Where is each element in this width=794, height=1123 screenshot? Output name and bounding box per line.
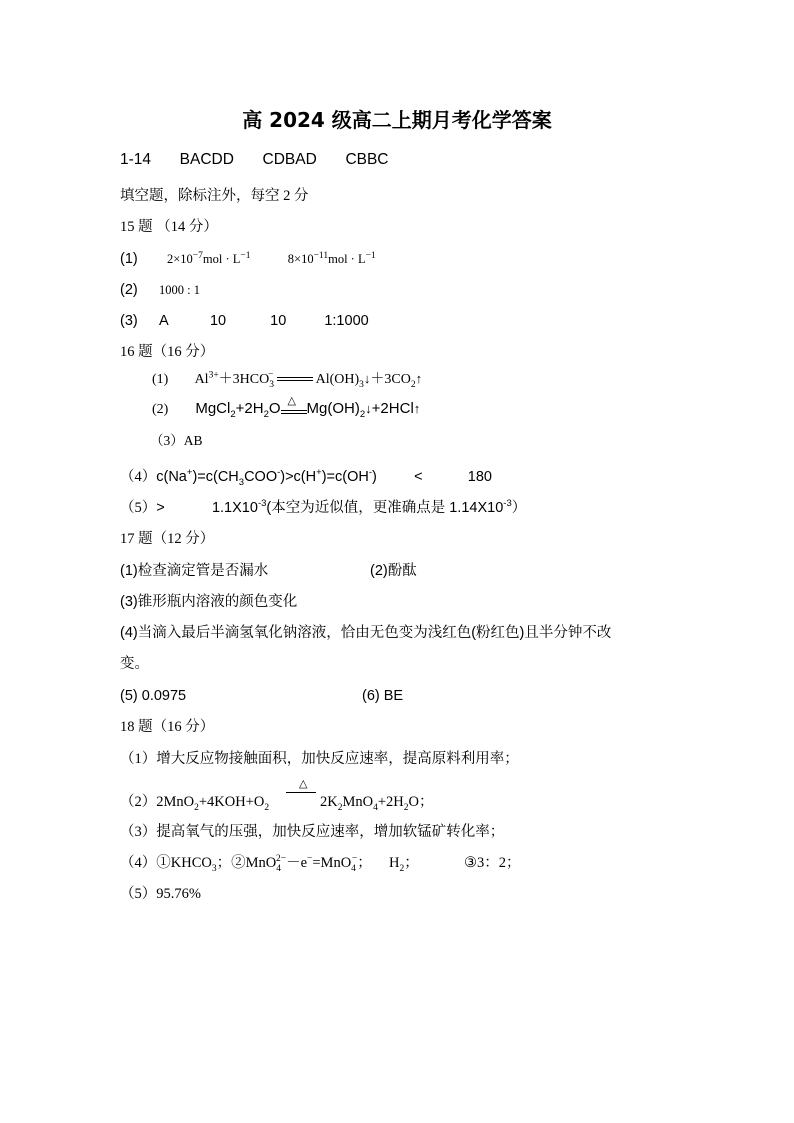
heating-equals-icon: △ [281, 402, 307, 418]
equals-sign-double [277, 373, 313, 387]
q17-part5: (5) 0.0975 [120, 688, 187, 704]
mc-group-2: CDBAD [262, 151, 317, 168]
q18-part2-equation: $(2)2MnO_2+4KOH+O_2$ [120, 794, 270, 813]
q15-p1-label: (1) [120, 251, 138, 267]
q17-part2: (2)酚酞 [370, 563, 417, 579]
q16-part4 [120, 467, 492, 487]
q15-part1 [120, 249, 376, 269]
scoring-note: 填空题，除标注外，每空 2 分 [120, 188, 309, 204]
q18-part3: （3）提高氧气的压强，加快反应速率，增加软锰矿转化率； [120, 824, 505, 840]
q18-p4-h2: $H_2$； [389, 855, 419, 874]
q16-p5-label: （5） [120, 500, 157, 516]
q16-p1-label: (1) [152, 372, 169, 387]
q15-p2-label: (2) [120, 282, 138, 298]
q16-p4-compare: < [414, 469, 423, 485]
q15-p3-answer-c: 10 [270, 313, 287, 329]
q15-heading: 15 题 （14 分） [120, 219, 218, 235]
gas-arrow-icon: ↑ [413, 401, 421, 416]
q17-part4-line2: 变。 [120, 656, 149, 672]
mc-group-3: CBBC [345, 151, 389, 168]
precipitate-arrow-icon: ↓ [363, 371, 371, 386]
gas-arrow-icon: ↑ [415, 371, 423, 386]
q16-p4-value: 180 [467, 469, 492, 485]
q16-p4-answer: $c(Na^+)=c(CH_3COO^-)>c(H^+)=c(OH^-)$ [156, 467, 377, 488]
q16-part3: （3）AB [150, 433, 203, 448]
mc-range: 1-14 [120, 151, 152, 168]
q15-p1-answer-a: $2\times 10^{-7}mol \cdot L^{-1}$ [166, 250, 251, 266]
q18-heading: 18 题（16 分） [120, 719, 215, 735]
q18-part2-products: $2K_2MnO_4+2H_2O$； [320, 794, 434, 813]
page-title: 高 2024 级高二上期月考化学答案 [242, 108, 552, 132]
q15-p2-answer: 1000 : 1 [158, 283, 200, 297]
q15-p3-label: (3) [120, 313, 138, 329]
q18-p4-ratio: ③3：2； [464, 855, 521, 871]
mc-group-1: BACDD [179, 151, 234, 168]
q18-part5: （5）95.76% [120, 886, 201, 902]
q16-p5-answer: $1.1X10^{-3}$(本空为近似值，更准确点是 $1.14X10^{-3}$） [211, 498, 527, 516]
q17-part3: (3)锥形瓶内溶液的颜色变化 [120, 594, 298, 610]
q15-part2 [120, 280, 200, 300]
q17-part1: (1)检查滴定管是否漏水 [120, 563, 269, 579]
q16-part1-equation: (1) $Al^{3+}+3HCO_3^-$ $Al(OH)_3↓+3CO_2↑$ [152, 370, 423, 390]
q16-p5-compare: > [156, 500, 165, 516]
q17-part4-line1: (4)当滴入最后半滴氢氧化钠溶液，恰由无色变为浅红色(粉红色)且半分钟不改 [120, 625, 612, 641]
q15-p3-answer-b: 10 [209, 313, 227, 329]
precipitate-arrow-icon: ↓ [365, 401, 372, 416]
q15-p1-answer-b: $8\times 10^{-11}mol \cdot L^{-1}$ [287, 250, 376, 266]
q16-heading: 16 题（16 分） [120, 344, 215, 360]
q16-p4-label: （4） [120, 469, 157, 485]
q15-p3-answer-a: A [159, 313, 168, 329]
answer-sheet-page: 高 2024 级高二上期月考化学答案 1-14 BACDD CDBAD CBBC 填空题，除标注外，每空 2 分 15 题 （14 分） (1) $2\times 10^{-7}mol \cdot L^{-1}$ $8\times 10^{-11}mol \cdot L^{-1}$ (2) 1000 : 1 (3) A 10 10 1:1000 16 题（16 分） (1) $Al^{3+}+3HCO_3^-$ $Al(OH)_3↓+3CO_2↑$ (2) $MgCl_2+2H_2O$ △ $Mg(OH)_2↓+2HCl↑$ （3）AB $(4)c(Na^+)=c(CH_3COO^-)>c(H^+)=c(OH^-) < 180$ $(5)> 1.1X10^{-3}$(本空为近似值，更准确点是 $1.14X10^{-3}$） 17 题（12 分） (1)检查滴定管是否漏水 (2)酚酞 (3)锥形瓶内溶液的颜色变化 (4)当滴入最后半滴氢氧化钠溶液，恰由无色变为浅红色(粉红色)且半分钟不改 变。 (5) 0.0975 (6) BE 18 题（16 分） （1）增大反应物接触面积，加快反应速率，提高原料利用率； $(2)2MnO_2+4KOH+O_2$ △ $2K_2MnO_4+2H_2O$； （3）提高氧气的压强，加快反应速率，增加软锰矿转化率； $(4)①KHCO_3$；②MnO$_4^{2-}$－e−=MnO$_4$−； $H_2$； ③3：2； （5）95.76% [0, 0, 794, 1123]
q16-part5 [120, 498, 526, 518]
q16-part2-equation: (2) $MgCl_2+2H_2O$ △ $Mg(OH)_2↓+2HCl↑$ [152, 394, 421, 420]
mc-answers [120, 150, 389, 170]
q17-part6: (6) BE [362, 688, 404, 704]
q16-p2-label: (2) [152, 402, 169, 417]
q15-p3-answer-d: 1:1000 [324, 313, 369, 329]
q15-part3 [120, 311, 369, 331]
q17-heading: 17 题（12 分） [120, 531, 215, 547]
q18-part1: （1）增大反应物接触面积，加快反应速率，提高原料利用率； [120, 751, 519, 767]
q18-part4: $(4)①KHCO_3$；②MnO$_4^{2-}$－e−=MnO$_4$−； $H_2$； ③3：2； [120, 854, 521, 874]
